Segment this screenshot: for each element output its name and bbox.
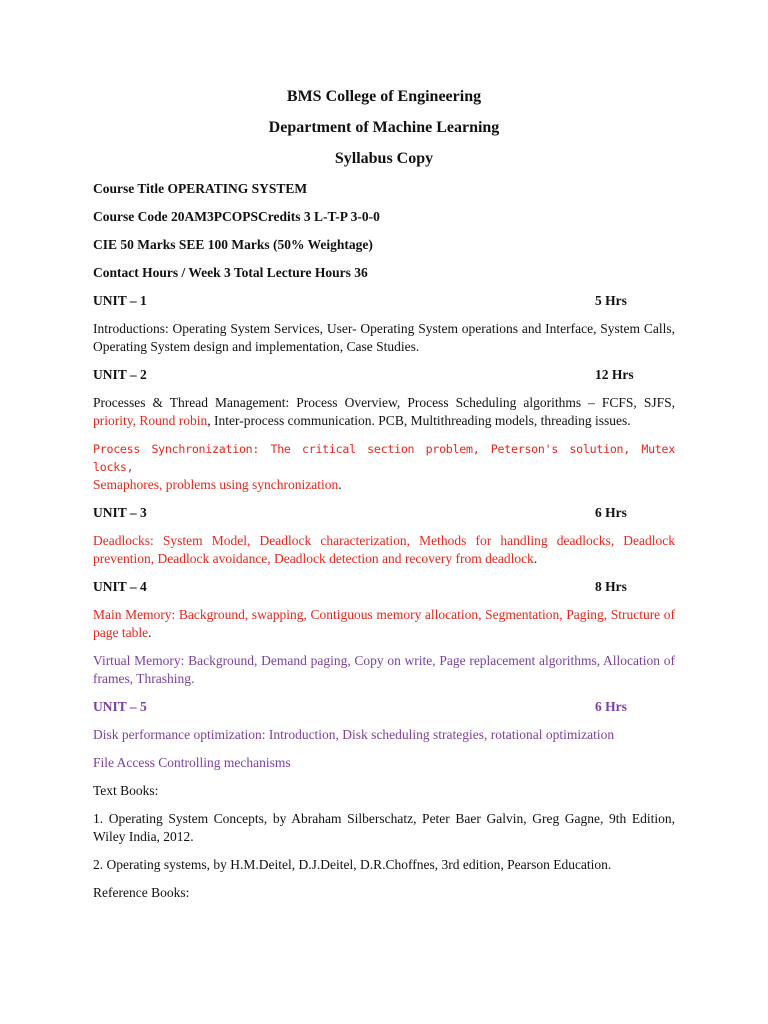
unit-3-hours: 6 Hrs bbox=[595, 505, 627, 520]
college-name: BMS College of Engineering bbox=[286, 88, 482, 105]
reference-books-heading: Reference Books: bbox=[93, 885, 190, 900]
unit-2-description bbox=[93, 394, 675, 430]
unit-3-description bbox=[93, 532, 675, 568]
course-hours: Contact Hours / Week 3 Total Lecture Hours 36 bbox=[93, 265, 368, 280]
department-name: Department of Machine Learning bbox=[268, 119, 500, 136]
course-code: Course Code 20AM3PCOPSCredits 3 L-T-P 3-0-0 bbox=[93, 209, 380, 224]
unit-2-text-highlight: priority, Round robin bbox=[93, 413, 208, 428]
unit-2-label: UNIT – 2 bbox=[93, 367, 147, 382]
unit-4-main-memory-period: . bbox=[148, 625, 152, 640]
unit-2-hours: 12 Hrs bbox=[595, 367, 634, 382]
unit-1-header bbox=[93, 292, 675, 310]
unit-1-label: UNIT – 1 bbox=[93, 293, 147, 308]
unit-3-period: . bbox=[533, 551, 538, 566]
textbook-item-2: 2. Operating systems, by H.M.Deitel, D.J.Deitel, D.R.Choffnes, 3rd edition, Pearson Education. bbox=[93, 857, 612, 872]
unit-4-hours: 8 Hrs bbox=[595, 579, 627, 594]
unit-5-label: UNIT – 5 bbox=[93, 699, 147, 714]
unit-1-description: Introductions: Operating System Services, User- Operating System operations and Interface, System Calls, Operating System design and implementation, Case Studies. bbox=[93, 321, 675, 354]
course-title: Course Title OPERATING SYSTEM bbox=[93, 181, 308, 196]
textbooks-heading: Text Books: bbox=[93, 783, 159, 798]
unit-2-header bbox=[93, 366, 675, 384]
unit-5-disk-optimization: Disk performance optimization: Introduction, Disk scheduling strategies, rotational optimization bbox=[93, 727, 615, 742]
unit-5-header bbox=[93, 698, 675, 716]
document-type: Syllabus Copy bbox=[334, 150, 434, 167]
unit-3-text: Deadlocks: System Model, Deadlock characterization, Methods for handling deadlocks, Deadlock prevention, Deadlock avoidance, Deadlock detection and recovery from deadlock bbox=[93, 533, 675, 566]
unit-5-file-access: File Access Controlling mechanisms bbox=[93, 755, 291, 770]
unit-4-header bbox=[93, 578, 675, 596]
unit-3-header bbox=[93, 504, 675, 522]
unit-4-main-memory bbox=[93, 606, 675, 642]
unit-4-virtual-memory: Virtual Memory: Background, Demand paging, Copy on write, Page replacement algorithms, Allocation of frames, Thrashing. bbox=[93, 653, 675, 686]
textbook-item-1: 1. Operating System Concepts, by Abraham Silberschatz, Peter Baer Galvin, Greg Gagne, 9th Edition, Wiley India, 2012. bbox=[93, 811, 675, 844]
syllabus-content bbox=[93, 86, 675, 912]
unit-2-synchronization bbox=[93, 440, 675, 494]
unit-4-main-memory-text: Main Memory: Background, swapping, Contiguous memory allocation, Segmentation, Paging, Structure of page table bbox=[93, 607, 675, 640]
unit-3-label: UNIT – 3 bbox=[93, 505, 147, 520]
unit-2-sync-line: Process Synchronization: The critical section problem, Peterson's solution, Mutex locks, bbox=[93, 442, 675, 474]
unit-2-text-c: , Inter-process communication. PCB, Multithreading models, threading issues. bbox=[207, 413, 631, 428]
unit-2-sync-rest: Semaphores, problems using synchronization bbox=[93, 477, 339, 492]
unit-2-sync-period: . bbox=[338, 477, 342, 492]
unit-4-label: UNIT – 4 bbox=[93, 579, 147, 594]
unit-1-hours: 5 Hrs bbox=[595, 293, 627, 308]
unit-5-hours: 6 Hrs bbox=[595, 699, 627, 714]
course-marks: CIE 50 Marks SEE 100 Marks (50% Weightage) bbox=[93, 237, 373, 252]
unit-2-text-a: Processes & Thread Management: Process Overview, Process Scheduling algorithms – FCFS, SJFS, bbox=[93, 395, 675, 410]
